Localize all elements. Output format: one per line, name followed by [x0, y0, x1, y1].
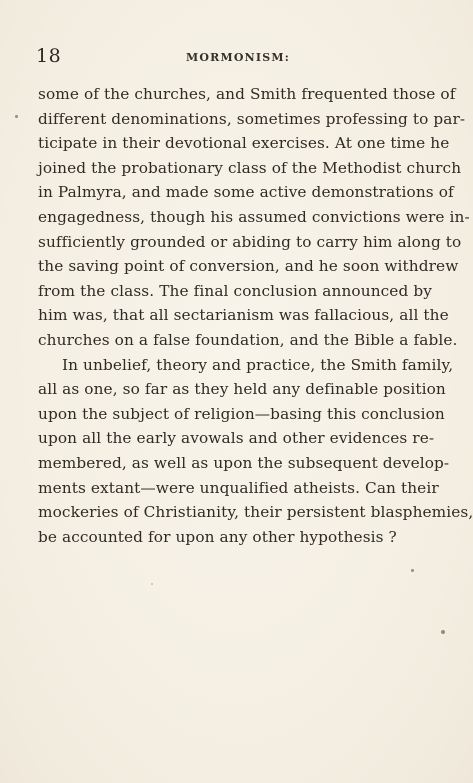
text-line: In unbelief, theory and practice, the Smith family,: [62, 355, 454, 374]
paper-speck: [151, 583, 153, 585]
text-line: upon the subject of religion—basing this conclusion: [38, 404, 445, 423]
running-head: MORMONISM:: [186, 51, 291, 64]
text-line: membered, as well as upon the subsequent develop-: [38, 453, 450, 472]
page-header: [36, 40, 433, 70]
body-text: [38, 82, 473, 549]
text-line: the saving point of conversion, and he soon withdrew: [38, 257, 459, 276]
text-line: ticipate in their devotional exercises. At one time he: [38, 134, 450, 153]
paper-speck: [411, 569, 414, 572]
text-line: him was, that all sectarianism was fallacious, all the: [38, 306, 449, 325]
text-line: be accounted for upon any other hypothesis ?: [38, 527, 397, 546]
text-line: churches on a false foundation, and the Bible a fable.: [38, 330, 458, 349]
paragraph-1: [38, 82, 470, 353]
text-line: ments extant—were unqualified atheists. Can their: [38, 478, 439, 497]
text-line: mockeries of Christianity, their persistent blasphemies,: [38, 503, 473, 522]
page-number: 18: [36, 45, 62, 67]
text-line: from the class. The final conclusion announced by: [38, 281, 432, 300]
text-line: upon all the early avowals and other evidences re-: [38, 429, 435, 448]
text-line: all as one, so far as they held any definable position: [38, 380, 446, 399]
paper-speck: [441, 630, 445, 634]
text-line: in Palmyra, and made some active demonstrations of: [38, 183, 454, 202]
text-line: joined the probationary class of the Methodist church: [38, 158, 462, 177]
text-line: some of the churches, and Smith frequented those of: [38, 85, 456, 103]
paper-speck: [15, 115, 18, 118]
text-line: engagedness, though his assumed convictions were in-: [38, 207, 470, 226]
text-line: different denominations, sometimes professing to par-: [38, 109, 466, 128]
paragraph-2: [38, 353, 473, 550]
text-line: sufficiently grounded or abiding to carry him along to: [38, 232, 462, 251]
